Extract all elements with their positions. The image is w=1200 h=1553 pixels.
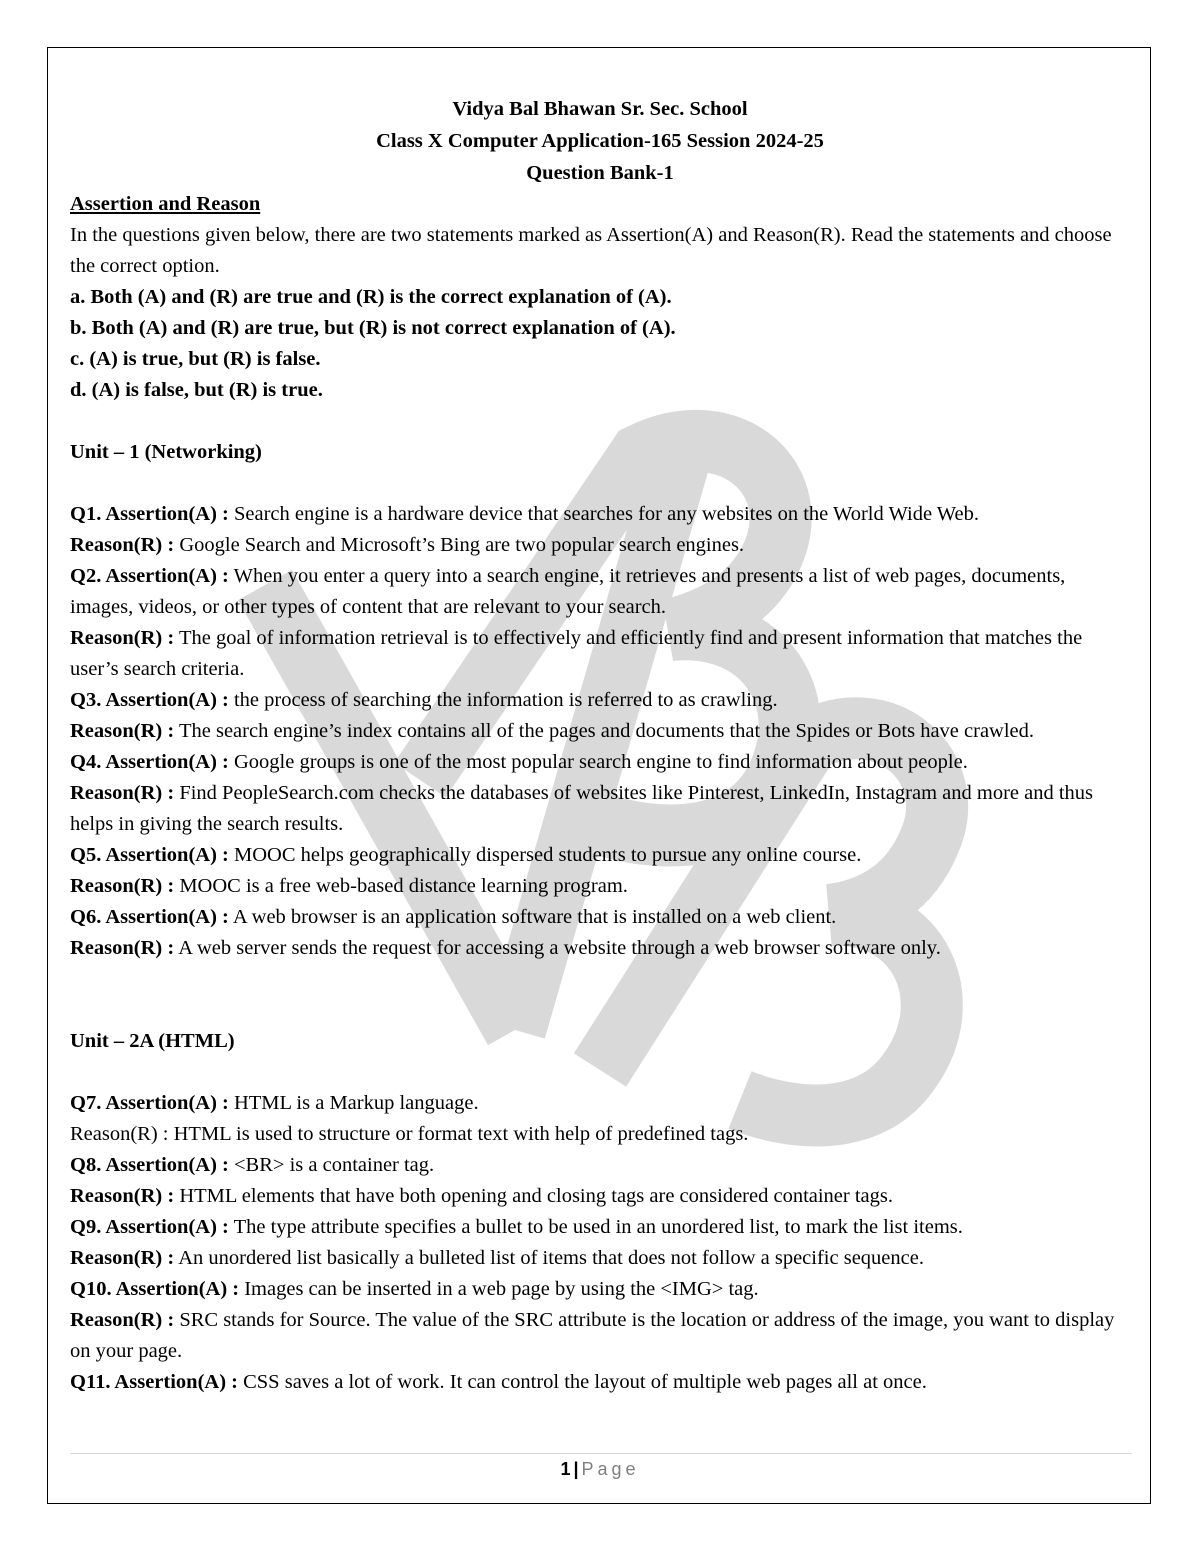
question-bank-title: Question Bank-1 [526, 162, 674, 184]
option-list [70, 282, 1130, 406]
instructions: In the questions given below, there are two statements marked as Assertion(A) and Reason(R). Read the statements and choose the correct option. [70, 224, 1112, 277]
q8-label: Q8. Assertion(A) : [70, 1154, 229, 1176]
q9-assertion [70, 1212, 1130, 1243]
q3-assertion [70, 685, 1130, 716]
page-number: 1 [560, 1459, 571, 1479]
q5-label: Q5. Assertion(A) : [70, 844, 229, 866]
class-session-line: Class X Computer Application-165 Session 2024-25 [376, 130, 824, 152]
option-a: a. Both (A) and (R) are true and (R) is the correct explanation of (A). [70, 286, 672, 308]
q6-label: Q6. Assertion(A) : [70, 906, 229, 928]
q2-label: Q2. Assertion(A) : [70, 565, 229, 587]
q1-reason-text: Google Search and Microsoft’s Bing are two popular search engines. [179, 534, 745, 556]
q10-assertion-text: Images can be inserted in a web page by using the <IMG> tag. [244, 1278, 759, 1300]
q4-reason-text: Find PeopleSearch.com checks the databases of websites like Pinterest, LinkedIn, Instagram and more and thus helps in giving the search results. [70, 782, 1094, 835]
q6-assertion [70, 902, 1130, 933]
q9-reason-label: Reason(R) : [70, 1247, 175, 1269]
q5-assertion-text: MOOC helps geographically dispersed students to pursue any online course. [233, 844, 862, 866]
q8-assertion-text: <BR> is a container tag. [233, 1154, 435, 1176]
q7-label: Q7. Assertion(A) : [70, 1092, 229, 1114]
q4-reason [70, 778, 1130, 840]
q4-assertion-text: Google groups is one of the most popular search engine to find information about people. [233, 751, 968, 773]
q2-assertion-text: When you enter a query into a search engine, it retrieves and presents a list of web pages, documents, images, videos, or other types of content that are relevant to your search. [70, 565, 1066, 618]
q1-reason-label: Reason(R) : [70, 534, 175, 556]
q3-reason-text: The search engine’s index contains all of the pages and documents that the Spides or Bots have crawled. [178, 720, 1035, 742]
q10-reason-text: SRC stands for Source. The value of the SRC attribute is the location or address of the image, you want to display on your page. [70, 1309, 1115, 1362]
q7-assertion-text: HTML is a Markup language. [233, 1092, 479, 1114]
q8-reason-text: HTML elements that have both opening and closing tags are considered container tags. [179, 1185, 894, 1207]
q3-assertion-text: the process of searching the information is referred to as crawling. [233, 689, 778, 711]
q5-assertion [70, 840, 1130, 871]
q3-label: Q3. Assertion(A) : [70, 689, 229, 711]
q6-assertion-text: A web browser is an application software that is installed on a web client. [232, 906, 837, 928]
footer-rule [70, 1453, 1132, 1454]
page-label: Page [581, 1459, 640, 1479]
q2-assertion [70, 561, 1130, 623]
option-b: b. Both (A) and (R) are true, but (R) is not correct explanation of (A). [70, 317, 676, 339]
option-d: d. (A) is false, but (R) is true. [70, 379, 323, 401]
q4-reason-label: Reason(R) : [70, 782, 175, 804]
q5-reason-text: MOOC is a free web-based distance learning program. [179, 875, 628, 897]
q10-label: Q10. Assertion(A) : [70, 1278, 240, 1300]
unit-1-title: Unit – 1 (Networking) [70, 441, 262, 463]
page-footer [0, 1459, 1200, 1480]
q9-reason [70, 1243, 1130, 1274]
q1-assertion [70, 499, 1130, 530]
q11-assertion-text: CSS saves a lot of work. It can control the layout of multiple web pages all at once. [243, 1371, 927, 1393]
q6-reason-label: Reason(R) : [70, 937, 175, 959]
q6-reason-text: A web server sends the request for accessing a website through a web browser software only. [178, 937, 941, 959]
q5-reason [70, 871, 1130, 902]
unit-2a-questions [70, 1088, 1130, 1398]
q3-reason-label: Reason(R) : [70, 720, 175, 742]
q8-reason-label: Reason(R) : [70, 1185, 175, 1207]
q9-label: Q9. Assertion(A) : [70, 1216, 229, 1238]
school-name: Vidya Bal Bhawan Sr. Sec. School [452, 98, 748, 120]
q1-label: Q1. Assertion(A) : [70, 503, 229, 525]
q7-reason-text: Reason(R) : HTML is used to structure or format text with help of predefined tags. [70, 1123, 749, 1145]
q1-assertion-text: Search engine is a hardware device that searches for any websites on the World Wide Web. [233, 503, 979, 525]
q2-reason-label: Reason(R) : [70, 627, 175, 649]
section-title: Assertion and Reason [70, 193, 261, 215]
q10-reason-label: Reason(R) : [70, 1309, 175, 1331]
q7-reason [70, 1119, 1130, 1150]
q4-label: Q4. Assertion(A) : [70, 751, 229, 773]
q2-reason [70, 623, 1130, 685]
q5-reason-label: Reason(R) : [70, 875, 175, 897]
unit-1-questions [70, 499, 1130, 964]
q6-reason [70, 933, 1130, 964]
q7-assertion [70, 1088, 1130, 1119]
q8-reason [70, 1181, 1130, 1212]
q1-reason [70, 530, 1130, 561]
q10-assertion [70, 1274, 1130, 1305]
q3-reason [70, 716, 1130, 747]
q11-assertion [70, 1367, 1130, 1398]
q9-assertion-text: The type attribute specifies a bullet to be used in an unordered list, to mark the list items. [233, 1216, 963, 1238]
q4-assertion [70, 747, 1130, 778]
unit-2a-title: Unit – 2A (HTML) [70, 1030, 235, 1052]
q2-reason-text: The goal of information retrieval is to effectively and efficiently find and present information that matches the user’s search criteria. [70, 627, 1083, 680]
q11-label: Q11. Assertion(A) : [70, 1371, 238, 1393]
q10-reason [70, 1305, 1130, 1367]
document-body [70, 93, 1130, 1398]
option-c: c. (A) is true, but (R) is false. [70, 348, 321, 370]
q9-reason-text: An unordered list basically a bulleted list of items that does not follow a specific sequence. [178, 1247, 924, 1269]
footer-separator: | [573, 1459, 579, 1479]
q8-assertion [70, 1150, 1130, 1181]
